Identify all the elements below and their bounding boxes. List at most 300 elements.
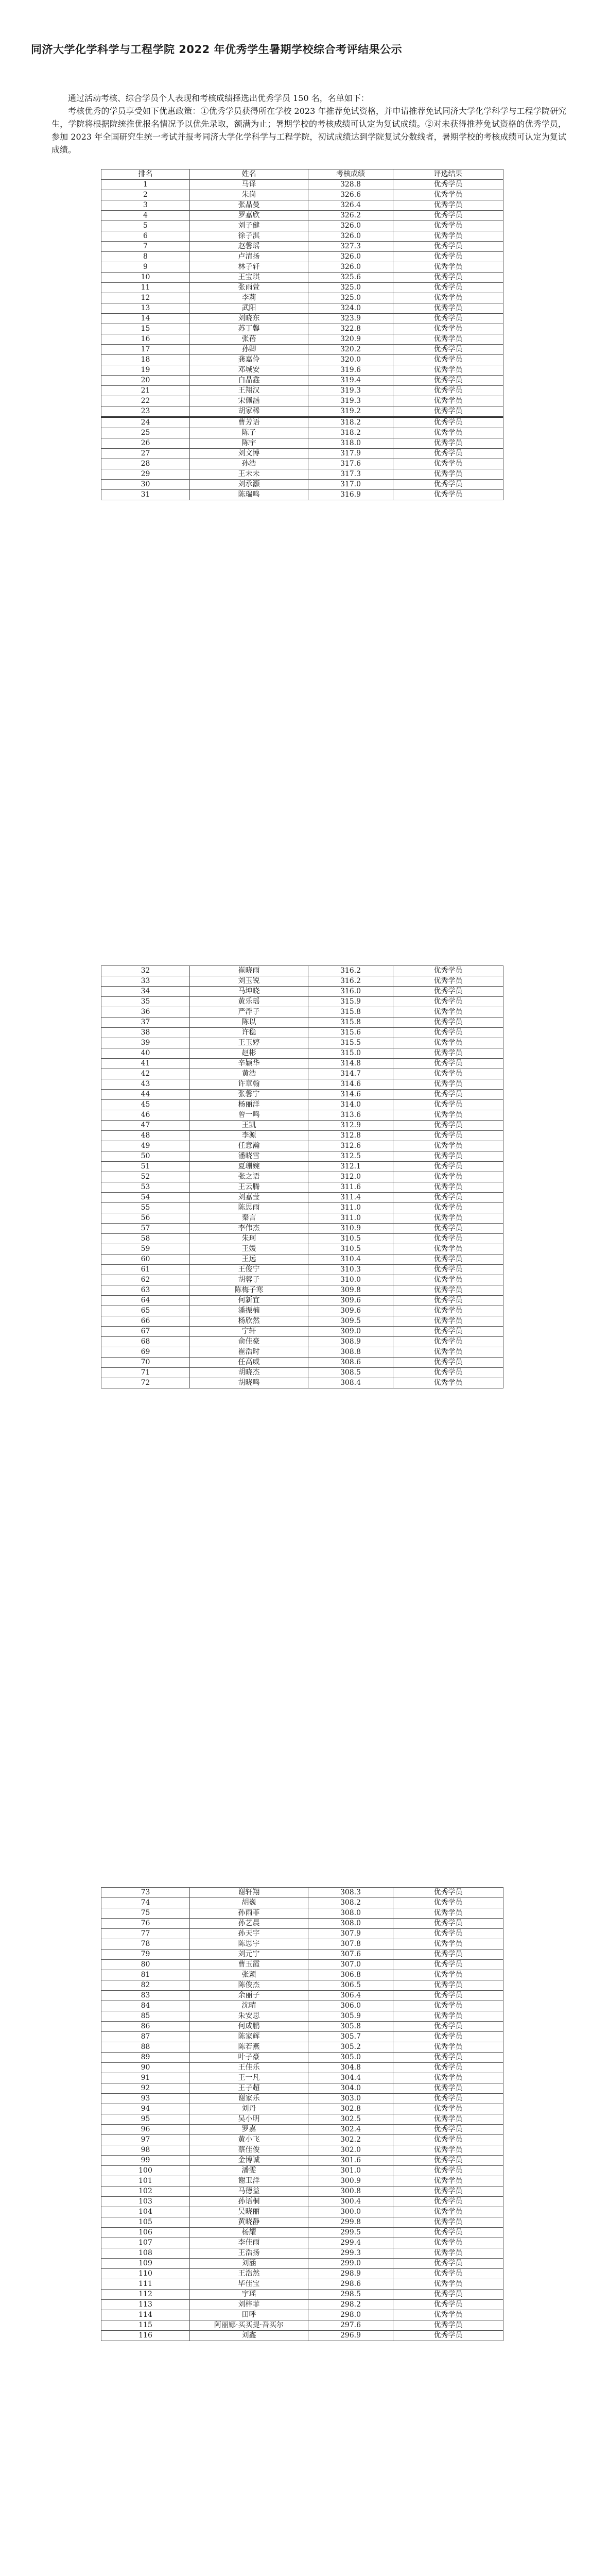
table-row — [101, 2104, 503, 2114]
score-cell: 300.0 — [308, 2207, 393, 2217]
name-cell: 龚嘉伶 — [190, 355, 308, 365]
score-cell: 311.0 — [308, 1203, 393, 1213]
score-cell: 320.2 — [308, 345, 393, 355]
name-cell: 王未未 — [190, 469, 308, 480]
name-cell: 吴小明 — [190, 2114, 308, 2125]
result-cell: 优秀学员 — [393, 1193, 503, 1203]
name-cell: 刘晓东 — [190, 314, 308, 324]
result-cell: 优秀学员 — [393, 1358, 503, 1368]
name-cell: 赵彬 — [190, 1048, 308, 1059]
result-cell: 优秀学员 — [393, 1244, 503, 1255]
name-cell: 胡晓鸣 — [190, 1378, 308, 1388]
table-row — [101, 365, 503, 376]
result-cell: 优秀学员 — [393, 987, 503, 997]
score-cell: 316.2 — [308, 966, 393, 976]
column-header: 考核成绩 — [308, 170, 393, 180]
rank-cell: 14 — [101, 314, 190, 324]
name-cell: 崔浩时 — [190, 1347, 308, 1358]
table-row — [101, 1213, 503, 1224]
name-cell: 黄小飞 — [190, 2135, 308, 2145]
name-cell: 曹芳语 — [190, 417, 308, 428]
name-cell: 阿丽娜·买买提·吾买尔 — [190, 2320, 308, 2331]
name-cell: 马译 — [190, 180, 308, 190]
result-cell: 优秀学员 — [393, 221, 503, 231]
score-cell: 308.2 — [308, 1898, 393, 1908]
intro-text — [51, 92, 566, 156]
name-cell: 陈梅子寒 — [190, 1285, 308, 1296]
table-row — [101, 2238, 503, 2248]
rank-cell: 80 — [101, 1960, 190, 1970]
result-cell: 优秀学员 — [393, 490, 503, 500]
result-cell: 优秀学员 — [393, 428, 503, 438]
table-row — [101, 211, 503, 221]
name-cell: 夏珊婉 — [190, 1162, 308, 1172]
table-row — [101, 1888, 503, 1898]
column-header: 姓名 — [190, 170, 308, 180]
rank-cell: 11 — [101, 283, 190, 293]
score-cell: 316.0 — [308, 987, 393, 997]
result-cell: 优秀学员 — [393, 190, 503, 200]
name-cell: 毕佳宝 — [190, 2279, 308, 2290]
score-cell: 325.0 — [308, 293, 393, 303]
table-row — [101, 2228, 503, 2238]
table-row — [101, 2320, 503, 2331]
table-row — [101, 283, 503, 293]
name-cell: 辛颖华 — [190, 1059, 308, 1069]
result-cell: 优秀学员 — [393, 2042, 503, 2053]
result-cell: 优秀学员 — [393, 1100, 503, 1110]
table-row — [101, 987, 503, 997]
table-row — [101, 293, 503, 303]
result-cell: 优秀学员 — [393, 1939, 503, 1950]
name-cell: 陈思雨 — [190, 1203, 308, 1213]
rank-cell: 78 — [101, 1939, 190, 1950]
name-cell: 王一凡 — [190, 2073, 308, 2083]
name-cell: 任意瀚 — [190, 1141, 308, 1151]
column-header: 评选结果 — [393, 170, 503, 180]
result-cell: 优秀学员 — [393, 1048, 503, 1059]
name-cell: 刘子健 — [190, 221, 308, 231]
rank-cell: 88 — [101, 2042, 190, 2053]
name-cell: 徐子淇 — [190, 231, 308, 242]
results-table-1 — [101, 169, 503, 500]
table-row — [101, 2279, 503, 2290]
table-row — [101, 2269, 503, 2279]
score-cell: 326.0 — [308, 221, 393, 231]
result-cell: 优秀学员 — [393, 1347, 503, 1358]
table-row — [101, 324, 503, 334]
result-cell: 优秀学员 — [393, 1069, 503, 1079]
result-cell: 优秀学员 — [393, 2032, 503, 2042]
name-cell: 陈思宇 — [190, 1939, 308, 1950]
table-row — [101, 2217, 503, 2228]
table-row — [101, 1100, 503, 1110]
table-row — [101, 2207, 503, 2217]
result-cell: 优秀学员 — [393, 1079, 503, 1090]
rank-cell: 53 — [101, 1182, 190, 1193]
table-row — [101, 2083, 503, 2094]
rank-cell: 8 — [101, 252, 190, 262]
result-cell: 优秀学员 — [393, 2176, 503, 2187]
rank-cell: 72 — [101, 1378, 190, 1388]
table-row — [101, 2310, 503, 2320]
rank-cell: 30 — [101, 480, 190, 490]
score-cell: 299.3 — [308, 2248, 393, 2259]
table-row — [101, 1131, 503, 1141]
rank-cell: 47 — [101, 1121, 190, 1131]
result-cell: 优秀学员 — [393, 1172, 503, 1182]
rank-cell: 113 — [101, 2300, 190, 2310]
rank-cell: 64 — [101, 1296, 190, 1306]
rank-cell: 103 — [101, 2197, 190, 2207]
score-cell: 320.0 — [308, 355, 393, 365]
result-cell: 优秀学员 — [393, 1275, 503, 1285]
rank-cell: 31 — [101, 490, 190, 500]
name-cell: 张雨萱 — [190, 283, 308, 293]
table-row — [101, 1151, 503, 1162]
result-cell: 优秀学员 — [393, 1337, 503, 1347]
name-cell: 王翔汉 — [190, 386, 308, 396]
score-cell: 315.6 — [308, 1028, 393, 1038]
score-cell: 298.2 — [308, 2300, 393, 2310]
rank-cell: 48 — [101, 1131, 190, 1141]
result-cell: 优秀学员 — [393, 1162, 503, 1172]
rank-cell: 10 — [101, 273, 190, 283]
rank-cell: 60 — [101, 1255, 190, 1265]
result-cell: 优秀学员 — [393, 2104, 503, 2114]
score-cell: 316.9 — [308, 490, 393, 500]
name-cell: 陈子 — [190, 428, 308, 438]
score-cell: 328.8 — [308, 180, 393, 190]
score-cell: 310.4 — [308, 1255, 393, 1265]
table-row — [101, 1908, 503, 1919]
result-cell: 优秀学员 — [393, 406, 503, 417]
name-cell: 王玉婷 — [190, 1038, 308, 1048]
name-cell: 何成鹏 — [190, 2022, 308, 2032]
table-row — [101, 303, 503, 314]
table-row — [101, 1919, 503, 1929]
table-row — [101, 976, 503, 987]
score-cell: 317.0 — [308, 480, 393, 490]
score-cell: 310.9 — [308, 1224, 393, 1234]
name-cell: 刘鑫 — [190, 2331, 308, 2341]
name-cell: 王浩扬 — [190, 2248, 308, 2259]
rank-cell: 38 — [101, 1028, 190, 1038]
rank-cell: 52 — [101, 1172, 190, 1182]
rank-cell: 17 — [101, 345, 190, 355]
rank-cell: 50 — [101, 1151, 190, 1162]
table-row — [101, 242, 503, 252]
name-cell: 刘承灏 — [190, 480, 308, 490]
name-cell: 陈家辉 — [190, 2032, 308, 2042]
result-cell: 优秀学员 — [393, 2207, 503, 2217]
result-cell: 优秀学员 — [393, 2310, 503, 2320]
name-cell: 张颖 — [190, 1970, 308, 1980]
table-row — [101, 334, 503, 345]
table-row — [101, 252, 503, 262]
result-cell: 优秀学员 — [393, 365, 503, 376]
result-cell: 优秀学员 — [393, 1121, 503, 1131]
results-table-3 — [101, 1887, 503, 2341]
name-cell: 谢家乐 — [190, 2094, 308, 2104]
name-cell: 陈俊杰 — [190, 1980, 308, 1991]
name-cell: 李源 — [190, 1131, 308, 1141]
rank-cell: 32 — [101, 966, 190, 976]
table-row — [101, 966, 503, 976]
score-cell: 318.0 — [308, 438, 393, 449]
score-cell: 322.8 — [308, 324, 393, 334]
table-row — [101, 231, 503, 242]
name-cell: 许章翰 — [190, 1079, 308, 1090]
result-cell: 优秀学员 — [393, 1028, 503, 1038]
result-cell: 优秀学员 — [393, 2073, 503, 2083]
score-cell: 308.6 — [308, 1358, 393, 1368]
name-cell: 孙语桐 — [190, 2197, 308, 2207]
name-cell: 朱安思 — [190, 2011, 308, 2022]
score-cell: 326.6 — [308, 190, 393, 200]
rank-cell: 102 — [101, 2187, 190, 2197]
table-row — [101, 490, 503, 500]
score-cell: 308.3 — [308, 1888, 393, 1898]
name-cell: 刘玉锐 — [190, 976, 308, 987]
table-row — [101, 1234, 503, 1244]
score-cell: 298.0 — [308, 2310, 393, 2320]
rank-cell: 97 — [101, 2135, 190, 2145]
name-cell: 孙浩 — [190, 459, 308, 469]
name-cell: 罗嘉 — [190, 2125, 308, 2135]
rank-cell: 13 — [101, 303, 190, 314]
result-cell: 优秀学员 — [393, 396, 503, 406]
rank-cell: 12 — [101, 293, 190, 303]
result-cell: 优秀学员 — [393, 976, 503, 987]
result-cell: 优秀学员 — [393, 1378, 503, 1388]
score-cell: 299.0 — [308, 2259, 393, 2269]
rank-cell: 57 — [101, 1224, 190, 1234]
name-cell: 许稳 — [190, 1028, 308, 1038]
name-cell: 张之语 — [190, 1172, 308, 1182]
score-cell: 323.9 — [308, 314, 393, 324]
result-cell: 优秀学员 — [393, 262, 503, 273]
table-row — [101, 2166, 503, 2176]
rank-cell: 84 — [101, 2001, 190, 2011]
table-row — [101, 1970, 503, 1980]
table-row — [101, 1069, 503, 1079]
table-row — [101, 1224, 503, 1234]
rank-cell: 7 — [101, 242, 190, 252]
score-cell: 312.5 — [308, 1151, 393, 1162]
result-cell: 优秀学员 — [393, 2238, 503, 2248]
result-cell: 优秀学员 — [393, 2197, 503, 2207]
result-cell: 优秀学员 — [393, 2001, 503, 2011]
rank-cell: 114 — [101, 2310, 190, 2320]
table-row — [101, 1079, 503, 1090]
table-row — [101, 2145, 503, 2156]
rank-cell: 82 — [101, 1980, 190, 1991]
rank-cell: 107 — [101, 2238, 190, 2248]
score-cell: 315.8 — [308, 1007, 393, 1018]
result-cell: 优秀学员 — [393, 1316, 503, 1327]
score-cell: 312.0 — [308, 1172, 393, 1182]
name-cell: 刘文博 — [190, 449, 308, 459]
rank-cell: 18 — [101, 355, 190, 365]
result-cell: 优秀学员 — [393, 1929, 503, 1939]
table-row — [101, 355, 503, 365]
rank-cell: 73 — [101, 1888, 190, 1898]
result-cell: 优秀学员 — [393, 334, 503, 345]
name-cell: 张馨宁 — [190, 1090, 308, 1100]
name-cell: 马坤晓 — [190, 987, 308, 997]
result-cell: 优秀学员 — [393, 1991, 503, 2001]
result-cell: 优秀学员 — [393, 2269, 503, 2279]
result-cell: 优秀学员 — [393, 1908, 503, 1919]
rank-cell: 2 — [101, 190, 190, 200]
table-row — [101, 1244, 503, 1255]
score-cell: 301.0 — [308, 2166, 393, 2176]
rank-cell: 75 — [101, 1908, 190, 1919]
score-cell: 308.0 — [308, 1908, 393, 1919]
result-cell: 优秀学员 — [393, 438, 503, 449]
rank-cell: 55 — [101, 1203, 190, 1213]
result-cell: 优秀学员 — [393, 1203, 503, 1213]
score-cell: 315.8 — [308, 1018, 393, 1028]
score-cell: 307.9 — [308, 1929, 393, 1939]
name-cell: 陈宇 — [190, 438, 308, 449]
rank-cell: 110 — [101, 2269, 190, 2279]
result-cell: 优秀学员 — [393, 231, 503, 242]
rank-cell: 3 — [101, 200, 190, 211]
rank-cell: 83 — [101, 1991, 190, 2001]
score-cell: 305.0 — [308, 2053, 393, 2063]
rank-cell: 92 — [101, 2083, 190, 2094]
rank-cell: 109 — [101, 2259, 190, 2269]
rank-cell: 20 — [101, 376, 190, 386]
rank-cell: 36 — [101, 1007, 190, 1018]
name-cell: 何新宜 — [190, 1296, 308, 1306]
result-cell: 优秀学员 — [393, 1090, 503, 1100]
table-row — [101, 314, 503, 324]
name-cell: 潘雯 — [190, 2166, 308, 2176]
name-cell: 杨欣然 — [190, 1316, 308, 1327]
score-cell: 309.6 — [308, 1306, 393, 1316]
name-cell: 陈瑞鸣 — [190, 490, 308, 500]
name-cell: 刘元宁 — [190, 1950, 308, 1960]
rank-cell: 104 — [101, 2207, 190, 2217]
table-row — [101, 2022, 503, 2032]
result-cell: 优秀学员 — [393, 303, 503, 314]
rank-cell: 91 — [101, 2073, 190, 2083]
name-cell: 赵馨瑶 — [190, 242, 308, 252]
score-cell: 314.8 — [308, 1059, 393, 1069]
table-row — [101, 190, 503, 200]
name-cell: 李佳雨 — [190, 2238, 308, 2248]
rank-cell: 116 — [101, 2331, 190, 2341]
rank-cell: 108 — [101, 2248, 190, 2259]
result-cell: 优秀学员 — [393, 997, 503, 1007]
result-cell: 优秀学员 — [393, 1018, 503, 1028]
result-cell: 优秀学员 — [393, 252, 503, 262]
rank-cell: 71 — [101, 1368, 190, 1378]
result-cell: 优秀学员 — [393, 2259, 503, 2269]
name-cell: 蔡佳俊 — [190, 2145, 308, 2156]
score-cell: 297.6 — [308, 2320, 393, 2331]
result-cell: 优秀学员 — [393, 1980, 503, 1991]
score-cell: 296.9 — [308, 2331, 393, 2341]
result-cell: 优秀学员 — [393, 2156, 503, 2166]
table-row — [101, 1950, 503, 1960]
table-row — [101, 480, 503, 490]
name-cell: 黄浩 — [190, 1069, 308, 1079]
result-cell: 优秀学员 — [393, 1038, 503, 1048]
result-cell: 优秀学员 — [393, 2094, 503, 2104]
table-row — [101, 1368, 503, 1378]
table-row — [101, 2197, 503, 2207]
rank-cell: 29 — [101, 469, 190, 480]
name-cell: 潘晓雪 — [190, 1151, 308, 1162]
score-cell: 313.6 — [308, 1110, 393, 1121]
score-cell: 302.8 — [308, 2104, 393, 2114]
score-cell: 315.0 — [308, 1048, 393, 1059]
score-cell: 310.5 — [308, 1234, 393, 1244]
result-cell: 优秀学员 — [393, 1970, 503, 1980]
rank-cell: 59 — [101, 1244, 190, 1255]
table-row — [101, 1007, 503, 1018]
rank-cell: 43 — [101, 1079, 190, 1090]
result-cell: 优秀学员 — [393, 966, 503, 976]
result-cell: 优秀学员 — [393, 1131, 503, 1141]
result-cell: 优秀学员 — [393, 355, 503, 365]
score-cell: 300.9 — [308, 2176, 393, 2187]
rank-cell: 21 — [101, 386, 190, 396]
table-row — [101, 997, 503, 1007]
score-cell: 302.2 — [308, 2135, 393, 2145]
score-cell: 300.4 — [308, 2197, 393, 2207]
score-cell: 317.3 — [308, 469, 393, 480]
name-cell: 武阳 — [190, 303, 308, 314]
rank-cell: 6 — [101, 231, 190, 242]
table-row — [101, 2094, 503, 2104]
table-row — [101, 345, 503, 355]
score-cell: 302.4 — [308, 2125, 393, 2135]
score-cell: 326.0 — [308, 231, 393, 242]
name-cell: 黄晓静 — [190, 2217, 308, 2228]
score-cell: 311.6 — [308, 1182, 393, 1193]
table-row — [101, 406, 503, 417]
result-cell: 优秀学员 — [393, 2125, 503, 2135]
name-cell: 卢清扬 — [190, 252, 308, 262]
name-cell: 金博诚 — [190, 2156, 308, 2166]
results-table-body — [101, 170, 503, 500]
score-cell: 326.0 — [308, 252, 393, 262]
score-cell: 308.5 — [308, 1368, 393, 1378]
name-cell: 胡家稀 — [190, 406, 308, 417]
rank-cell: 99 — [101, 2156, 190, 2166]
result-cell: 优秀学员 — [393, 449, 503, 459]
result-cell: 优秀学员 — [393, 1950, 503, 1960]
score-cell: 310.0 — [308, 1275, 393, 1285]
result-cell: 优秀学员 — [393, 1141, 503, 1151]
score-cell: 312.8 — [308, 1131, 393, 1141]
rank-cell: 67 — [101, 1327, 190, 1337]
score-cell: 314.7 — [308, 1069, 393, 1079]
rank-cell: 35 — [101, 997, 190, 1007]
rank-cell: 51 — [101, 1162, 190, 1172]
rank-cell: 65 — [101, 1306, 190, 1316]
name-cell: 朱岗 — [190, 190, 308, 200]
name-cell: 严浮子 — [190, 1007, 308, 1018]
result-cell: 优秀学员 — [393, 469, 503, 480]
result-cell: 优秀学员 — [393, 324, 503, 334]
result-cell: 优秀学员 — [393, 200, 503, 211]
